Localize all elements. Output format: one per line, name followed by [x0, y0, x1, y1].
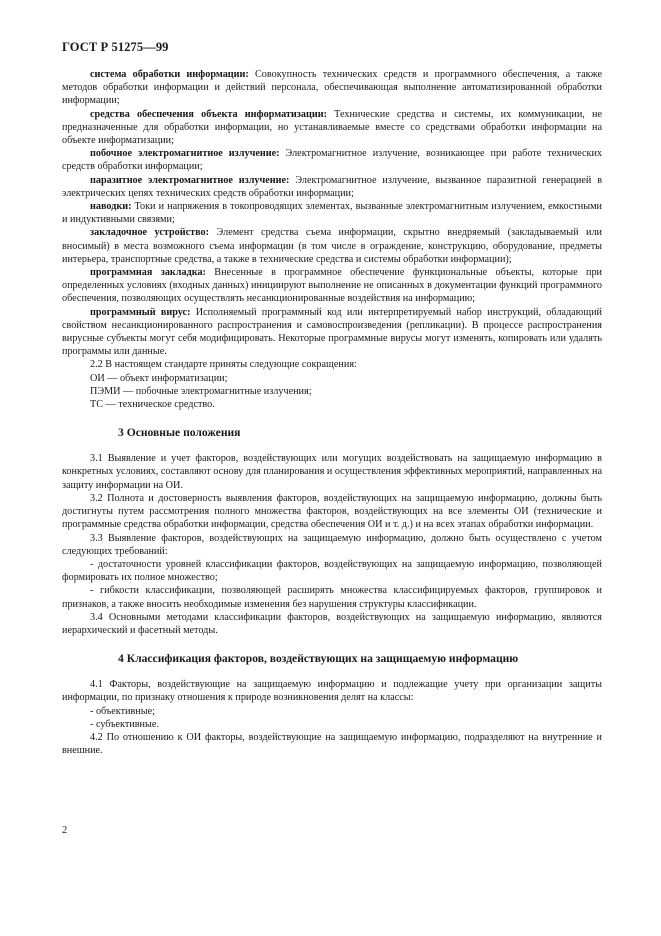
definition-paragraph: [62, 68, 602, 108]
section-paragraph: 3.1 Выявление и учет факторов, воздействующих или могущих воздействовать на защищаемую информацию в конкретных условиях, составляют основу для планирования и осуществления эффективных мероприятий, направленных на защиту информации на ОИ.: [62, 453, 602, 491]
section-list-item: - субъективные.: [90, 718, 159, 730]
abbreviations-intro: 2.2 В настоящем стандарте приняты следующие сокращения:: [90, 359, 357, 371]
definition-term: паразитное электромагнитное излучение:: [90, 174, 290, 186]
section-3-heading: 3 Основные положения: [118, 426, 241, 440]
definition-paragraph: [62, 147, 602, 173]
definition-term: программный вирус:: [90, 306, 191, 318]
definition-term: побочное электромагнитное излучение:: [90, 148, 280, 160]
definition-term: система обработки информации:: [90, 69, 249, 80]
definition-text: Электромагнитное излучение, возникающее при работе технических средств обработки информации;: [62, 148, 602, 173]
definition-text: Элемент средства съема информации, скрытно внедряемый (закладываемый или вносимый) в места возможного съема информации (в том числе в ограждение, конструкцию, оборудование, предметы интерьера, транспортные средства, а также в технические средства и системы обработки информации);: [62, 227, 603, 265]
definition-text: Внесенные в программное обеспечение функциональные объекты, которые при определенных условиях (входных данных) инициируют выполнение не описанных в документации функций программного обеспечения, позволяющих осуществлять несанкционированные воздействия на информацию;: [62, 267, 603, 305]
section-paragraph: 3.3 Выявление факторов, воздействующих на защищаемую информацию, должно быть осуществлено с учетом следующих требований:: [62, 532, 602, 557]
definition-term: наводки:: [90, 201, 132, 213]
section-paragraph: 4.1 Факторы, воздействующие на защищаемую информацию и подлежащие учету при организации защиты информации, по признаку отношения к природе возникновения делят на классы:: [62, 679, 602, 704]
definition-term: программная закладка:: [90, 267, 206, 279]
definition-paragraph: [62, 108, 602, 148]
definition-text: Токи и напряжения в токопроводящих элементах, вызванные электромагнитным излучением, емкостными и индуктивными связями;: [62, 201, 602, 226]
definition-term: закладочное устройство:: [90, 227, 210, 239]
definition-paragraph: [62, 200, 602, 226]
definition-text: Электромагнитное излучение, вызванное паразитной генерацией в электрических цепях технических средств обработки информации;: [62, 174, 602, 199]
section-list-item: - достаточности уровней классификации факторов, воздействующих на защищаемую информацию, позволяющей формировать их полное множество;: [62, 558, 602, 584]
definition-paragraph: [62, 306, 602, 359]
abbreviation-item: ПЭМИ — побочные электромагнитные излучения;: [90, 385, 312, 397]
abbreviation-item: ОИ — объект информатизации;: [90, 372, 228, 384]
definition-text: Совокупность технических средств и программного обеспечения, а также методов обработки информации и действий персонала, обеспечивающая выполнение автоматизированной обработки информации;: [62, 69, 602, 107]
definition-paragraph: [62, 266, 602, 306]
section-paragraph: 3.4 Основными методами классификации факторов, воздействующих на защищаемую информацию, являются иерархический и фасетный методы.: [62, 611, 602, 636]
section-4-heading: 4 Классификация факторов, воздействующих на защищаемую информацию: [118, 652, 519, 666]
document-body: [62, 68, 602, 757]
section-list-item: - гибкости классификации, позволяющей расширять множества классифицируемых факторов, группировок и признаков, а также вносить необходимые изменения без нарушения структуры классификации.: [62, 585, 602, 610]
definition-paragraph: [62, 174, 602, 200]
document-header: ГОСТ Р 51275—99: [62, 40, 169, 54]
abbreviation-item: ТС — техническое средство.: [90, 399, 215, 411]
section-paragraph: 4.2 По отношению к ОИ факторы, воздействующие на защищаемую информацию, подразделяют на внутренние и внешние.: [62, 731, 602, 757]
definition-term: средства обеспечения объекта информатизации:: [90, 108, 327, 120]
section-list-item: - объективные;: [90, 705, 155, 717]
page-number: 2: [62, 825, 68, 836]
definition-text: Технические средства и системы, их коммуникации, не предназначенные для обработки информации, но устанавливаемые вместе со средствами обработки информации на объекте информатизации;: [62, 108, 602, 147]
definition-text: Исполняемый программный код или интерпретируемый набор инструкций, обладающий свойством несанкционированного распространения и самовоспроизведения (репликации). В процессе распространения вирусные субъекты могут себя модифицировать. Некоторые программные вирусы могут изменять, копировать или удалять программы или данные.: [62, 306, 603, 358]
definition-paragraph: [62, 226, 602, 266]
section-paragraph: 3.2 Полнота и достоверность выявления факторов, воздействующих на защищаемую информацию, должны быть достигнуты путем рассмотрения полного множества факторов, воздействующих на все элементы ОИ (технические и программные средства обработки информации, средства обеспечения ОИ и т. д.) и на всех этапах обработки информации.: [62, 492, 602, 531]
